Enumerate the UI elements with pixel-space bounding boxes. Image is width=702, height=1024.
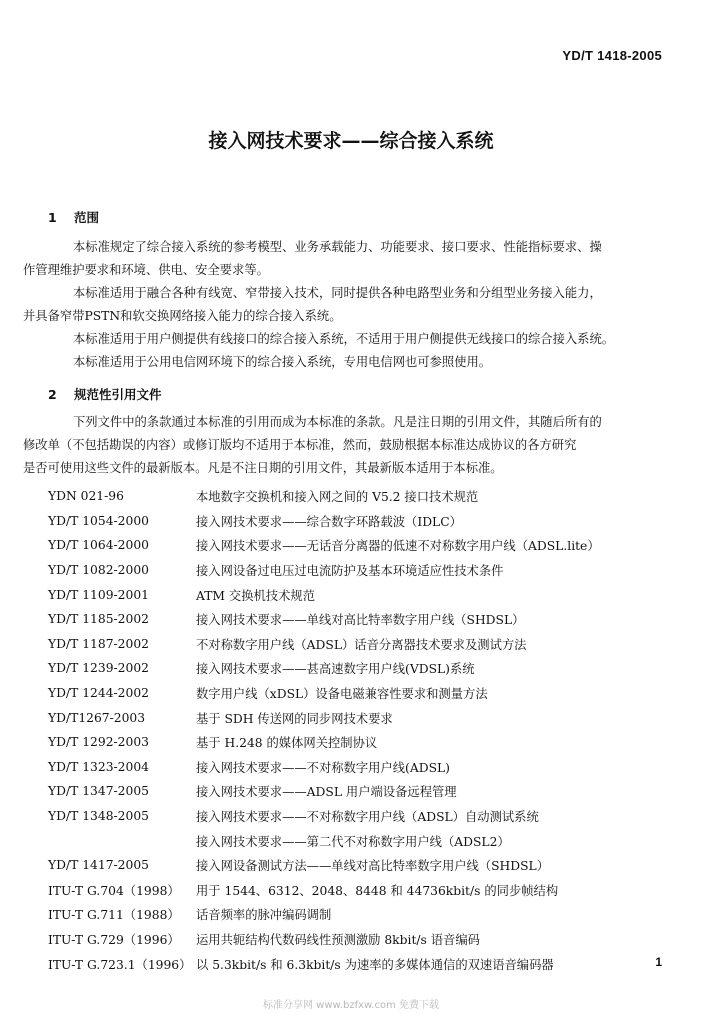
watermark: 标准分享网 www.bzfxw.com 免费下载 bbox=[263, 1000, 439, 1011]
reference-title: 以 5.3kbit/s 和 6.3kbit/s 为速率的多媒体通信的双速语音编码器 bbox=[196, 957, 554, 972]
reference-title: 接入网技术要求——第二代不对称数字用户线（ADSL2） bbox=[196, 834, 510, 849]
reference-code: YD/T 1187-2002 bbox=[48, 636, 149, 651]
reference-code: ITU-T G.711（1988） bbox=[48, 908, 180, 923]
reference-title: 接入网技术要求——单线对高比特率数字用户线（SHDSL） bbox=[196, 613, 525, 628]
section-title: 规范性引用文件 bbox=[74, 387, 162, 402]
reference-title: 话音频率的脉冲编码调制 bbox=[196, 908, 332, 923]
reference-code: ITU-T G.729（1996） bbox=[48, 932, 180, 947]
reference-item bbox=[48, 828, 668, 853]
reference-title: 接入网技术要求——ADSL 用户端设备远程管理 bbox=[196, 785, 457, 800]
reference-item bbox=[48, 533, 668, 558]
reference-item bbox=[48, 582, 668, 607]
reference-code: YD/T1267-2003 bbox=[48, 710, 146, 725]
reference-code: YD/T 1417-2005 bbox=[48, 858, 149, 873]
reference-title: 基于 SDH 传送网的同步网技术要求 bbox=[196, 711, 393, 726]
reference-item bbox=[48, 484, 668, 509]
reference-code: YD/T 1082-2000 bbox=[48, 563, 149, 578]
section-1-heading bbox=[48, 208, 99, 226]
reference-title: 运用共轭结构代数码线性预测激励 8kbit/s 语音编码 bbox=[196, 932, 480, 947]
paragraph-line: 本标准适用于融合各种有线宽、窄带接入技术，同时提供各种电路型业务和分组型业务接入能力， bbox=[73, 286, 602, 300]
reference-code: YD/T 1185-2002 bbox=[48, 612, 149, 627]
paragraph-line: 本标准适用于用户侧提供有线接口的综合接入系统，不适用于用户侧提供无线接口的综合接入系统。 bbox=[73, 332, 615, 346]
reference-title: 基于 H.248 的媒体网关控制协议 bbox=[196, 736, 378, 751]
reference-item bbox=[48, 632, 668, 657]
section-1-paragraph-4 bbox=[48, 351, 658, 374]
reference-title: 接入网技术要求——不对称数字用户线(ADSL) bbox=[196, 760, 450, 775]
reference-title: 接入网设备测试方法——单线对高比特率数字用户线（SHDSL） bbox=[196, 859, 550, 874]
reference-item bbox=[48, 705, 668, 730]
page-number: 1 bbox=[655, 955, 662, 969]
document-title: 接入网技术要求——综合接入系统 bbox=[208, 130, 494, 152]
paragraph-line: 本标准规定了综合接入系统的参考模型、业务承载能力、功能要求、接口要求、性能指标要求、操 bbox=[73, 240, 602, 254]
reference-code: YD/T 1347-2005 bbox=[48, 784, 149, 799]
reference-item bbox=[48, 509, 668, 534]
reference-code: YD/T 1348-2005 bbox=[48, 809, 149, 824]
reference-item bbox=[48, 656, 668, 681]
section-number: 1 bbox=[48, 210, 57, 225]
section-title: 范围 bbox=[74, 210, 100, 225]
reference-title: ATM 交换机技术规范 bbox=[196, 588, 315, 603]
reference-item bbox=[48, 779, 668, 804]
reference-title: 本地数字交换机和接入网之间的 V5.2 接口技术规范 bbox=[196, 490, 479, 505]
reference-code: YD/T 1064-2000 bbox=[48, 538, 149, 553]
reference-code: YD/T 1239-2002 bbox=[48, 661, 149, 676]
reference-item bbox=[48, 927, 668, 952]
reference-code: YD/T 1292-2003 bbox=[48, 735, 149, 750]
reference-item bbox=[48, 951, 668, 976]
section-2-intro bbox=[23, 411, 658, 480]
section-2-heading bbox=[48, 385, 162, 403]
reference-title: 接入网技术要求——无话音分离器的低速不对称数字用户线（ADSL.lite） bbox=[196, 539, 600, 554]
reference-item bbox=[48, 878, 668, 903]
reference-title: 用于 1544、6312、2048、8448 和 44736kbit/s 的同步帧结构 bbox=[196, 883, 559, 898]
paragraph-line: 是否可使用这些文件的最新版本。凡是不注日期的引用文件，其最新版本适用于本标准。 bbox=[23, 461, 503, 475]
reference-title: 接入网技术要求——综合数字环路载波（IDLC） bbox=[196, 514, 462, 529]
reference-item bbox=[48, 804, 668, 829]
reference-code: YD/T 1323-2004 bbox=[48, 759, 149, 774]
reference-code: YD/T 1244-2002 bbox=[48, 686, 149, 701]
section-1-paragraph-3 bbox=[48, 328, 658, 351]
reference-title: 接入网技术要求——甚高速数字用户线(VDSL)系统 bbox=[196, 662, 475, 677]
paragraph-line: 并具备窄带PSTN和软交换网络接入能力的综合接入系统。 bbox=[23, 309, 342, 323]
reference-code: ITU-T G.723.1（1996） bbox=[48, 957, 192, 972]
paragraph-line: 修改单（不包括勘误的内容）或修订版均不适用于本标准，然而，鼓励根据本标准达成协议的各方研究 bbox=[23, 438, 577, 452]
section-number: 2 bbox=[48, 387, 57, 402]
document-code: YD/T 1418-2005 bbox=[562, 48, 662, 63]
reference-item bbox=[48, 730, 668, 755]
reference-code: YDN 021-96 bbox=[48, 489, 124, 504]
reference-item bbox=[48, 607, 668, 632]
reference-title: 接入网技术要求——不对称数字用户线（ADSL）自动测试系统 bbox=[196, 810, 539, 825]
reference-item bbox=[48, 755, 668, 780]
section-1-paragraph-2 bbox=[23, 282, 658, 328]
reference-item bbox=[48, 681, 668, 706]
reference-list bbox=[48, 484, 668, 976]
paragraph-line: 本标准适用于公用电信网环境下的综合接入系统，专用电信网也可参照使用。 bbox=[73, 355, 492, 369]
reference-item bbox=[48, 558, 668, 583]
reference-code: ITU-T G.704（1998） bbox=[48, 883, 180, 898]
reference-code: YD/T 1109-2001 bbox=[48, 587, 149, 602]
paragraph-line: 作管理维护要求和环境、供电、安全要求等。 bbox=[23, 263, 269, 277]
reference-title: 接入网设备过电压过电流防护及基本环境适应性技术条件 bbox=[196, 564, 504, 579]
reference-item bbox=[48, 902, 668, 927]
reference-title: 数字用户线（xDSL）设备电磁兼容性要求和测量方法 bbox=[196, 687, 488, 702]
reference-title: 不对称数字用户线（ADSL）话音分离器技术要求及测试方法 bbox=[196, 637, 527, 652]
reference-item bbox=[48, 853, 668, 878]
paragraph-line: 下列文件中的条款通过本标准的引用而成为本标准的条款。凡是注日期的引用文件，其随后所有的 bbox=[73, 415, 602, 429]
reference-code: YD/T 1054-2000 bbox=[48, 513, 149, 528]
section-1-paragraph-1 bbox=[23, 236, 658, 282]
